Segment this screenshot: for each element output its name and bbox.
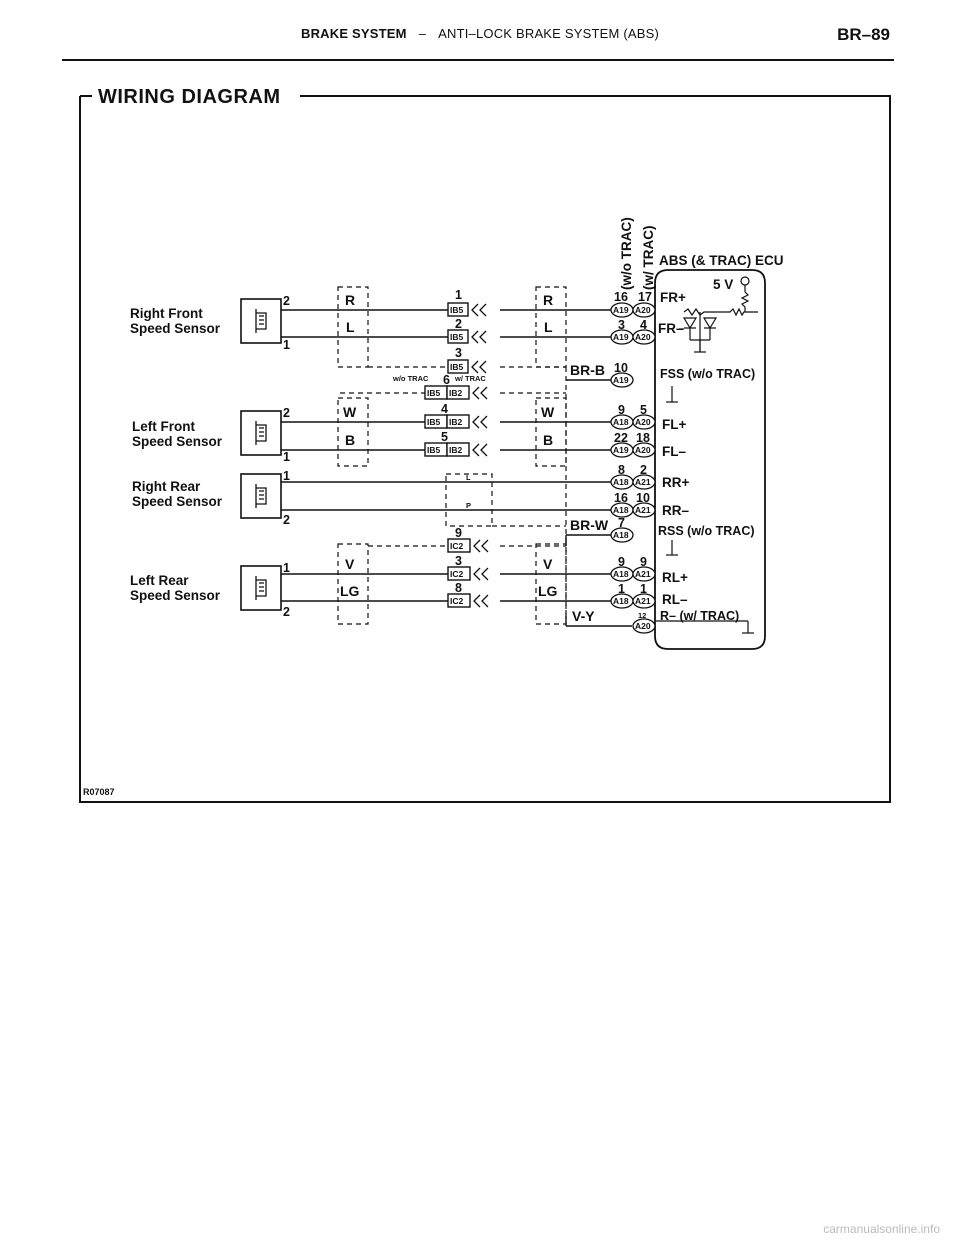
conn-a21-rl-minus: A21 (635, 596, 651, 606)
jpin-1: 1 (455, 288, 462, 302)
jpin-5: 5 (441, 430, 448, 444)
wire-lg-right: LG (538, 583, 558, 599)
conn-a18-rr-minus: A18 (613, 505, 629, 515)
wire-br-w: BR-W (570, 517, 609, 533)
conn-a20-fl-minus: A20 (635, 445, 651, 455)
wire-b-left: B (345, 432, 356, 448)
rr-sensor-label-2: Speed Sensor (132, 494, 223, 509)
epin-fr-minus-1: 3 (618, 318, 625, 332)
conn-a20-fl-plus: A20 (635, 417, 651, 427)
junction-wo-trac: w/o TRAC (393, 374, 429, 383)
wire-v-right: V (543, 556, 553, 572)
junction-ib5-1: IB5 (450, 305, 464, 315)
epin-rr-minus-2: 10 (636, 491, 650, 505)
ecu-variant-w: (w/ TRAC) (641, 225, 656, 290)
rf-pin-top: 2 (283, 294, 290, 308)
conn-a20-fr-plus: A20 (635, 305, 651, 315)
junction-ib5-4: IB5 (427, 417, 441, 427)
epin-rr-minus-1: 16 (614, 491, 628, 505)
wire-b-right: B (543, 432, 554, 448)
epin-rr-plus-2: 2 (640, 463, 647, 477)
wire-v-left: V (345, 556, 355, 572)
page-number: BR–89 (837, 25, 890, 44)
wire-rr-l: L (466, 473, 471, 482)
junction-boxes (425, 303, 470, 607)
epin-rl-minus-2: 1 (640, 582, 647, 596)
junction-w-trac: w/ TRAC (455, 374, 486, 383)
conn-a18-rr-plus: A18 (613, 477, 629, 487)
conn-a20-r-minus: A20 (635, 621, 651, 631)
epin-fl-plus-2: 5 (640, 403, 647, 417)
conn-a18-fl-plus: A18 (613, 417, 629, 427)
wire-w-right: W (541, 404, 555, 420)
conn-a21-rl-plus: A21 (635, 569, 651, 579)
lr-pin-bottom: 2 (283, 605, 290, 619)
jpin-6: 6 (443, 373, 450, 387)
conn-a19-fss: A19 (613, 375, 629, 385)
conn-a19-fl-minus: A19 (613, 445, 629, 455)
lf-pin-top: 2 (283, 406, 290, 420)
wire-lg-left: LG (340, 583, 360, 599)
header-separator: – (418, 26, 427, 41)
footer-watermark: carmanualsonline.info (823, 1222, 940, 1236)
signal-rr-plus: RR+ (662, 475, 690, 490)
signal-fl-minus: FL– (662, 444, 687, 459)
lf-pin-bottom: 1 (283, 450, 290, 464)
conn-a18-rl-plus: A18 (613, 569, 629, 579)
epin-r-minus: 12 (638, 611, 647, 620)
lf-sensor-label-1: Left Front (132, 419, 195, 434)
signal-r-minus: R– (w/ TRAC) (660, 609, 740, 623)
junction-ib5-3: IB5 (450, 362, 464, 372)
jpin-3b: 3 (455, 554, 462, 568)
header-section: BRAKE SYSTEM (300, 26, 407, 41)
ecu-title: ABS (& TRAC) ECU (659, 253, 784, 268)
jpin-4: 4 (441, 402, 448, 416)
epin-rr-plus-1: 8 (618, 463, 625, 477)
wire-v-y: V-Y (572, 608, 595, 624)
wire-l-right: L (544, 319, 553, 335)
epin-rl-plus-1: 9 (618, 555, 625, 569)
wire-r-right: R (543, 292, 554, 308)
signal-rss: RSS (w/o TRAC) (658, 524, 755, 538)
epin-fl-plus-1: 9 (618, 403, 625, 417)
signal-fr-minus: FR– (658, 321, 684, 336)
epin-rl-plus-2: 9 (640, 555, 647, 569)
signal-fl-plus: FL+ (662, 417, 687, 432)
wire-rr-p: P (466, 501, 472, 510)
junction-ib5-2: IB5 (450, 332, 464, 342)
lf-sensor-label-2: Speed Sensor (132, 434, 223, 449)
epin-rl-minus-1: 1 (618, 582, 625, 596)
signal-fr-plus: FR+ (660, 290, 686, 305)
junction-ib5-5: IB5 (427, 445, 441, 455)
wire-w-left: W (343, 404, 357, 420)
junction-ic2-9: IC2 (450, 541, 464, 551)
wire-l-left: L (346, 319, 355, 335)
junction-ib2-5: IB2 (449, 445, 463, 455)
junction-ic2-8: IC2 (450, 596, 464, 606)
epin-rss: 7 (618, 516, 625, 530)
conn-a18-rss: A18 (613, 530, 629, 540)
epin-fss: 10 (614, 361, 628, 375)
junction-ib2-4: IB2 (449, 417, 463, 427)
epin-fr-minus-2: 4 (640, 318, 647, 332)
sensor-boxes (241, 299, 281, 610)
ecu-variant-wo: (w/o TRAC) (619, 217, 634, 290)
jpin-2: 2 (455, 317, 462, 331)
rf-sensor-label-2: Speed Sensor (130, 321, 221, 336)
epin-fr-plus-1: 16 (614, 290, 628, 304)
junction-ib2-6: IB2 (449, 388, 463, 398)
conn-a19-fr-minus: A19 (613, 332, 629, 342)
lr-pin-top: 1 (283, 561, 290, 575)
wire-br-b: BR-B (570, 362, 605, 378)
jpin-8: 8 (455, 581, 462, 595)
conn-a21-rr-plus: A21 (635, 477, 651, 487)
junction-chevrons (472, 304, 488, 607)
diagram-code: R07087 (83, 787, 115, 797)
signal-rl-minus: RL– (662, 592, 688, 607)
conn-a21-rr-minus: A21 (635, 505, 651, 515)
conn-a18-rl-minus: A18 (613, 596, 629, 606)
conn-a20-fr-minus: A20 (635, 332, 651, 342)
diagram-title: WIRING DIAGRAM (98, 86, 281, 108)
ecu-supply: 5 V (713, 277, 734, 292)
rr-sensor-label-1: Right Rear (132, 479, 201, 494)
epin-fl-minus-1: 22 (614, 431, 628, 445)
rr-pin-bottom: 2 (283, 513, 290, 527)
signal-rl-plus: RL+ (662, 570, 688, 585)
header-subsection: ANTI–LOCK BRAKE SYSTEM (ABS) (438, 26, 659, 41)
conn-a19-fr-plus: A19 (613, 305, 629, 315)
wire-r-left: R (345, 292, 356, 308)
diagram-frame (80, 96, 890, 802)
lr-sensor-label-1: Left Rear (130, 573, 189, 588)
rf-sensor-label-1: Right Front (130, 306, 203, 321)
rr-pin-top: 1 (283, 469, 290, 483)
junction-ic2-3: IC2 (450, 569, 464, 579)
epin-fl-minus-2: 18 (636, 431, 650, 445)
rf-pin-bottom: 1 (283, 338, 290, 352)
jpin-9: 9 (455, 526, 462, 540)
jpin-3: 3 (455, 346, 462, 360)
signal-fss: FSS (w/o TRAC) (660, 367, 756, 381)
epin-fr-plus-2: 17 (638, 290, 652, 304)
signal-rr-minus: RR– (662, 503, 690, 518)
junction-ib5-6: IB5 (427, 388, 441, 398)
lr-sensor-label-2: Speed Sensor (130, 588, 221, 603)
